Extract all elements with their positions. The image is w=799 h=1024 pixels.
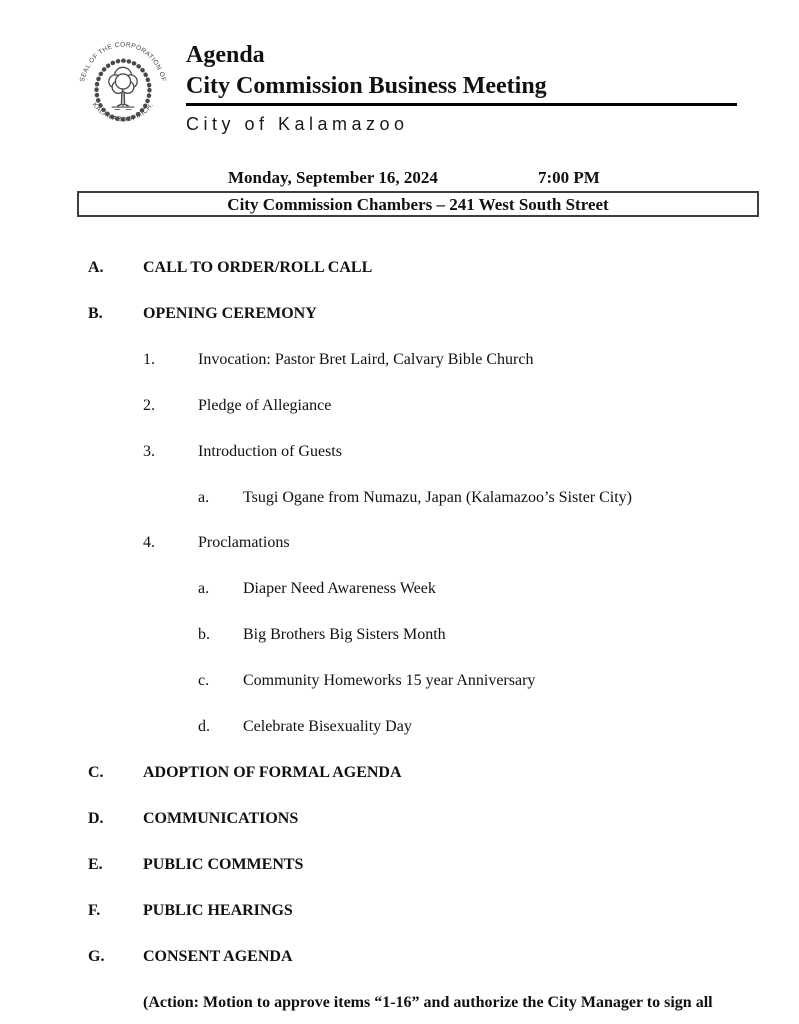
agenda-item [88, 764, 763, 782]
agenda-item-text: ADOPTION OF FORMAL AGENDA [143, 763, 402, 781]
agenda-item-text: CALL TO ORDER/ROLL CALL [143, 259, 373, 276]
agenda-item [88, 305, 763, 323]
agenda-item [88, 626, 763, 644]
agenda-item-label: F. [88, 901, 101, 919]
agenda-item-text: Introduction of Guests [198, 442, 342, 460]
doc-type-label: Agenda [186, 42, 265, 68]
agenda-item-label: d. [198, 718, 210, 736]
agenda-item-label: G. [88, 947, 105, 965]
agenda-item-text: CONSENT AGENDA [143, 947, 293, 965]
seal-top-text: SEAL OF THE CORPORATION OF [78, 41, 168, 83]
agenda-item-text: Diaper Need Awareness Week [243, 580, 436, 598]
agenda-item-text: Celebrate Bisexuality Day [243, 718, 412, 736]
agenda-item [88, 856, 763, 874]
seal-bottom-text: KALAMAZOO, MICH. [90, 101, 156, 124]
agenda-item-text: Invocation: Pastor Bret Laird, Calvary Bible Church [198, 350, 534, 368]
agenda-item-label: b. [198, 626, 210, 644]
agenda-item-label: 4. [143, 534, 155, 552]
agenda-item [88, 534, 763, 552]
agenda-item [88, 259, 763, 277]
agenda-item [88, 351, 763, 369]
agenda-item-text: Big Brothers Big Sisters Month [243, 626, 446, 644]
meeting-date: Monday, September 16, 2024 [228, 168, 438, 187]
agenda-item [88, 718, 763, 736]
agenda-item-text: Tsugi Ogane from Numazu, Japan (Kalamazoo’s Sister City) [243, 488, 633, 506]
agenda-item [88, 489, 763, 507]
agenda-item-text: Proclamations [198, 534, 290, 552]
agenda-item [88, 397, 763, 415]
agenda-item [88, 948, 763, 966]
agenda-item-label: a. [198, 580, 210, 598]
agenda-item-text: OPENING CEREMONY [143, 304, 317, 322]
agenda-item-label: D. [88, 809, 104, 827]
agenda-item-text: Community Homeworks 15 year Anniversary [243, 672, 536, 690]
agenda-item-label: 3. [143, 442, 155, 460]
agenda-item-label: 2. [143, 396, 155, 414]
agenda-item [88, 672, 763, 690]
agenda-item-text: (Action: Motion to approve items “1-16” and authorize the City Manager to sign all [143, 993, 713, 1011]
agenda-item-text: PUBLIC HEARINGS [143, 901, 293, 919]
agenda-item [88, 994, 763, 1012]
agenda-item-label: E. [88, 855, 103, 873]
agenda-item-label: C. [88, 763, 104, 781]
meeting-time: 7:00 PM [538, 168, 600, 187]
document-header [186, 42, 737, 135]
agenda-item [88, 580, 763, 598]
agenda-list [88, 259, 763, 1024]
meeting-location-box [77, 191, 759, 217]
meeting-title: City Commission Business Meeting [186, 73, 737, 107]
city-seal-icon [74, 38, 172, 142]
agenda-item-label: A. [88, 259, 104, 276]
agenda-item-text: PUBLIC COMMENTS [143, 855, 304, 873]
org-name: City of Kalamazoo [186, 114, 409, 135]
agenda-item-text: COMMUNICATIONS [143, 809, 299, 827]
agenda-item [88, 443, 763, 461]
agenda-item-label: a. [198, 488, 210, 506]
agenda-item [88, 902, 763, 920]
agenda-item [88, 810, 763, 828]
seal-tree [109, 67, 137, 109]
agenda-item-label: c. [198, 672, 210, 690]
agenda-item-label: 1. [143, 350, 155, 368]
meeting-location: City Commission Chambers – 241 West South Street [227, 195, 609, 214]
agenda-item-label: B. [88, 304, 103, 322]
agenda-item-text: Pledge of Allegiance [198, 396, 332, 414]
